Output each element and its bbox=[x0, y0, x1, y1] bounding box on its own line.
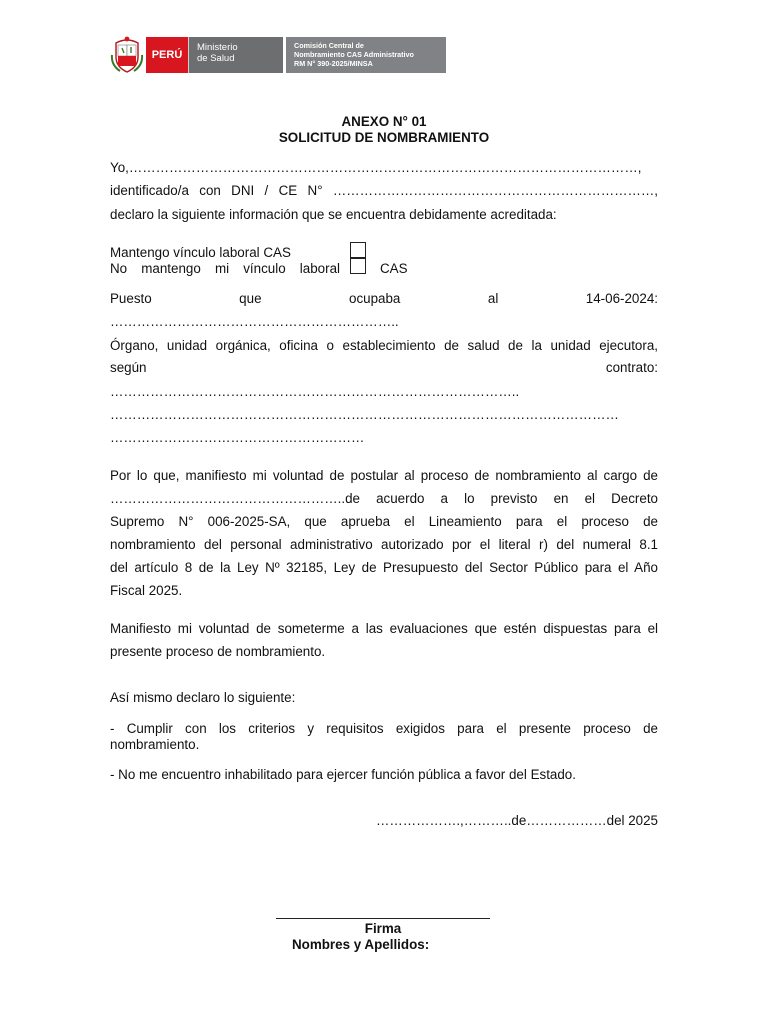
commission-line-2: Nombramiento CAS Administrativo bbox=[294, 50, 414, 59]
paragraph-1-line-5: del artículo 8 de la Ley Nº 32185, Ley de Presupuesto del Sector Público para el Año bbox=[110, 560, 658, 575]
commission-block bbox=[286, 37, 446, 73]
position-dots: ……………………………………………………….. bbox=[110, 314, 399, 329]
ministry-logo-block bbox=[188, 37, 283, 73]
name-line: Yo,……………………………………………………………………………………………………, bbox=[110, 160, 642, 175]
checkbox-maintain-cas[interactable] bbox=[350, 242, 366, 258]
organ-line-1: Órgano, unidad orgánica, oficina o establecimiento de salud de la unidad ejecutora, bbox=[110, 338, 658, 353]
commission-line-3: RM N° 390-2025/MINSA bbox=[294, 59, 373, 68]
paragraph-2-line-1: Manifiesto mi voluntad de someterme a las evaluaciones que estén dispuestas para el bbox=[110, 621, 658, 636]
declaration-line: declaro la siguiente información que se encuentra debidamente acreditada: bbox=[110, 207, 557, 222]
names-label: Nombres y Apellidos: bbox=[292, 937, 430, 952]
position-line: Puesto que ocupaba al 14-06-2024: bbox=[110, 291, 658, 306]
institution-header bbox=[110, 35, 446, 74]
request-title: SOLICITUD DE NOMBRAMIENTO bbox=[278, 130, 490, 145]
date-line: ……………….,………..de………………del 2025 bbox=[375, 813, 658, 828]
item-1-line-2: nombramiento. bbox=[110, 737, 200, 752]
coat-of-arms-icon bbox=[110, 35, 144, 74]
paragraph-1-line-6: Fiscal 2025. bbox=[110, 583, 183, 598]
organ-dots-1: ……………………………………………………………………………….. bbox=[110, 384, 520, 399]
organ-dots-3: ………………………………………………… bbox=[110, 430, 365, 445]
paragraph-1-line-1: Por lo que, manifiesto mi voluntad de postular al proceso de nombramiento al cargo de bbox=[110, 468, 658, 483]
ministry-line-2: de Salud bbox=[197, 53, 235, 64]
paragraph-1-line-2: ……………………………………………..de acuerdo a lo previsto en el Decreto bbox=[110, 491, 658, 506]
paragraph-2-line-2: presente proceso de nombramiento. bbox=[110, 644, 326, 659]
option-not-maintain-suffix: CAS bbox=[380, 261, 408, 276]
option-not-maintain-cas: No mantengo mi vínculo laboral bbox=[110, 261, 340, 276]
signature-label: Firma bbox=[364, 921, 402, 936]
signature-line bbox=[276, 918, 490, 919]
commission-line-1: Comisión Central de bbox=[294, 41, 364, 50]
paragraph-1-line-4: nombramiento del personal administrativo autorizado por el literal r) del numeral 8.1 bbox=[110, 537, 658, 552]
annex-title: ANEXO N° 01 bbox=[341, 114, 427, 129]
organ-dots-2: …………………………………………………………………………………………………… bbox=[110, 407, 619, 422]
dni-line: identificado/a con DNI / CE N° ………………………………………………………………, bbox=[110, 183, 658, 198]
declare-following: Así mismo declaro lo siguiente: bbox=[110, 690, 296, 705]
paragraph-1-line-3: Supremo N° 006-2025-SA, que aprueba el Lineamiento para el proceso de bbox=[110, 514, 658, 529]
checkbox-not-maintain-cas[interactable] bbox=[350, 258, 366, 274]
option-maintain-cas: Mantengo vínculo laboral CAS bbox=[110, 245, 291, 260]
item-2: - No me encuentro inhabilitado para ejercer función pública a favor del Estado. bbox=[110, 767, 576, 782]
item-1-line-1: - Cumplir con los criterios y requisitos exigidos para el presente proceso de bbox=[110, 721, 658, 736]
ministry-line-1: Ministerio bbox=[197, 42, 238, 53]
country-name: PERÚ bbox=[151, 49, 183, 61]
organ-line-2: según contrato: bbox=[110, 360, 658, 375]
peru-logo-block bbox=[146, 37, 188, 73]
